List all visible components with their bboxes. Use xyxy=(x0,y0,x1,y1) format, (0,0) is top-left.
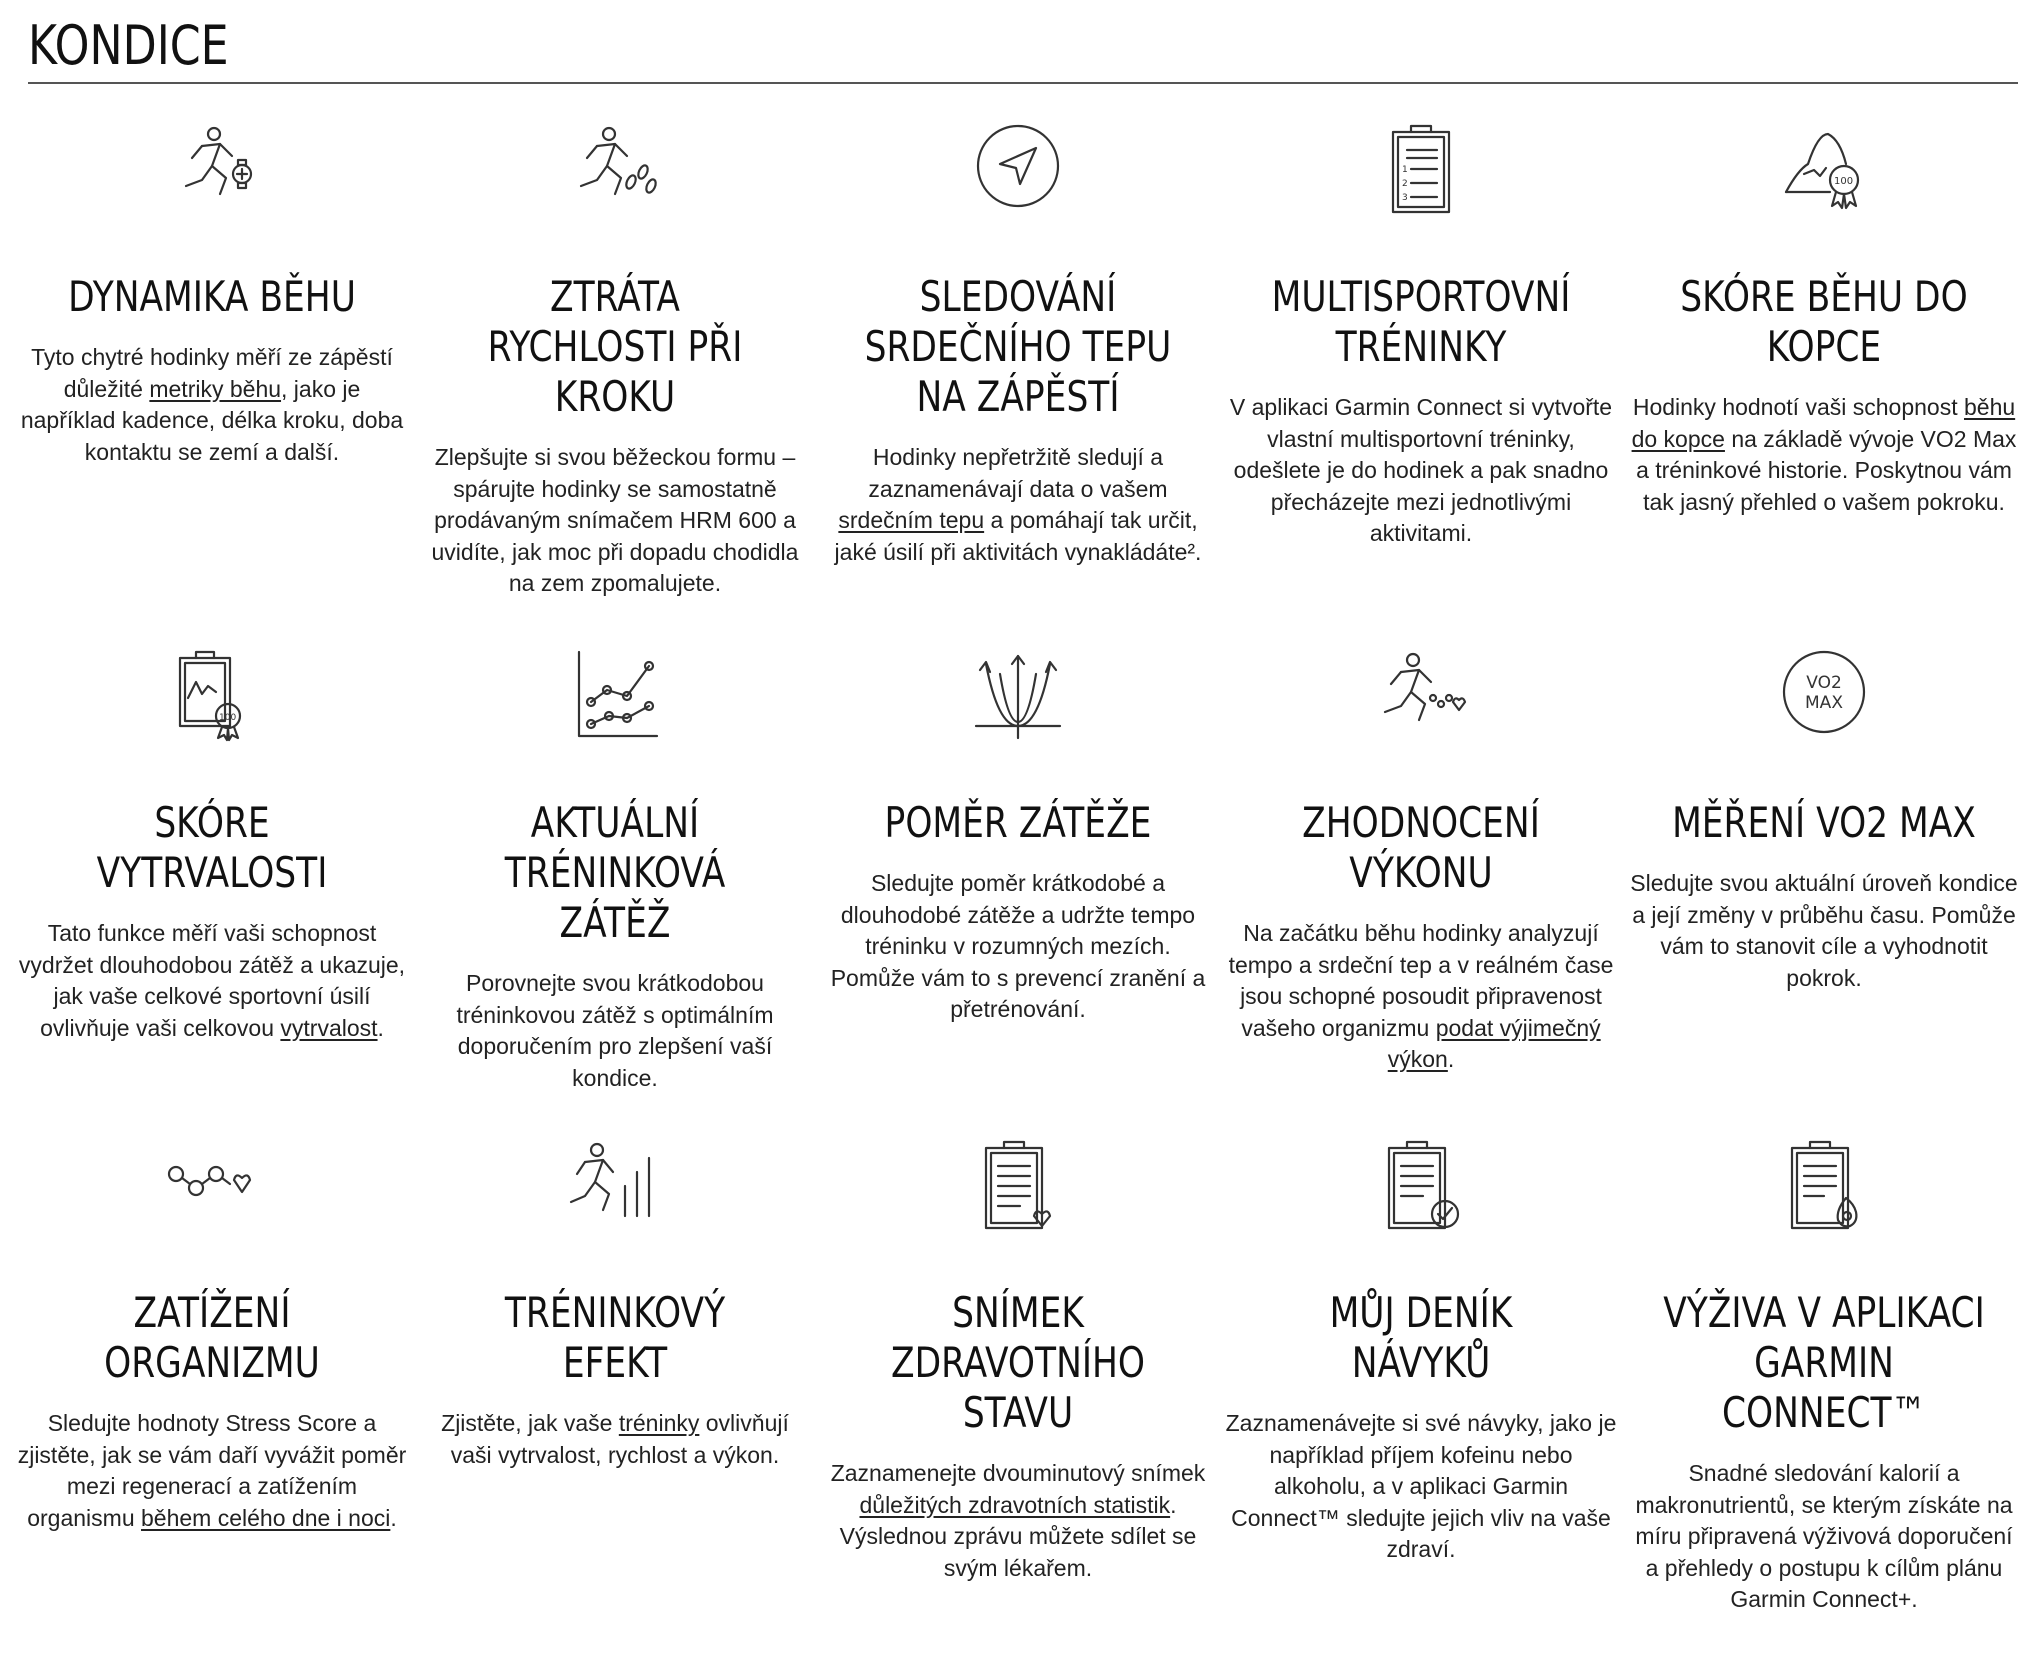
feature-description: Zaznamenejte dvouminutový snímek důležitých zdravotních statistik. Výslednou zprávu můžete sdílet se svým lékařem. xyxy=(830,1460,1206,1581)
svg-text:2: 2 xyxy=(1402,179,1408,189)
clipboard-avocado-icon xyxy=(1774,1136,1874,1236)
load-ratio-curve-icon xyxy=(968,646,1068,746)
feature-description: Zjistěte, jak vaše tréninky ovlivňují vaši vytrvalost, rychlost a výkon. xyxy=(441,1410,789,1468)
feature-card xyxy=(1626,646,2022,994)
line-chart-icon xyxy=(565,646,665,746)
feature-description: Hodinky hodnotí vaši schopnost běhu do kopce na základě vývoje VO2 Max a tréninkové historie. Poskytnou vám tak jasný přehled o vašem pokroku. xyxy=(1631,394,2017,515)
feature-description: Sledujte poměr krátkodobé a dlouhodobé zátěže a udržte tempo tréninku v rozumných mezích. Pomůže vám to s prevencí zranění a přetrénování. xyxy=(830,870,1206,1022)
feature-title: ZHODNOCENÍ VÝKONU xyxy=(1302,798,1540,897)
feature-link[interactable]: podat výjimečný výkon xyxy=(1387,1014,1601,1072)
feature-card xyxy=(14,1136,410,1534)
feature-link[interactable]: důležitých zdravotních statistik xyxy=(859,1491,1171,1518)
feature-title: MULTISPORTOVNÍ TRÉNINKY xyxy=(1271,272,1571,371)
feature-card xyxy=(14,120,410,468)
feature-card xyxy=(820,1136,1216,1584)
feature-card xyxy=(1626,120,2022,518)
mountain-badge-icon xyxy=(1774,120,1874,220)
feature-card xyxy=(1223,120,1619,550)
feature-grid xyxy=(14,120,2026,1662)
feature-title: TRÉNINKOVÝ EFEKT xyxy=(504,1288,726,1387)
runner-watch-icon xyxy=(162,120,262,220)
svg-text:100: 100 xyxy=(1834,176,1854,187)
feature-card xyxy=(1626,1136,2022,1616)
page-title: KONDICE xyxy=(28,14,229,77)
feature-title: SLEDOVÁNÍ SRDEČNÍHO TEPU NA ZÁPĚSTÍ xyxy=(864,272,1172,421)
feature-description: Sledujte svou aktuální úroveň kondice a její změny v průběhu času. Pomůže vám to stanovit cíle a vyhodnotit pokrok. xyxy=(1630,870,2018,991)
feature-link[interactable]: metriky běhu xyxy=(149,375,282,402)
feature-card xyxy=(417,120,813,600)
feature-title: VÝŽIVA V APLIKACI GARMIN CONNECT™ xyxy=(1663,1288,1985,1437)
feature-link[interactable]: vytrvalost xyxy=(280,1014,378,1041)
feature-title: SNÍMEK ZDRAVOTNÍHO STAVU xyxy=(890,1288,1146,1437)
runner-bars-icon xyxy=(565,1136,665,1236)
feature-description: Tato funkce měří vaši schopnost vydržet dlouhodobou zátěž a ukazuje, jak vaše celkové sportovní úsilí ovlivňuje vaši celkovou vytrvalost. xyxy=(18,920,406,1041)
feature-row xyxy=(14,120,2026,646)
svg-text:100: 100 xyxy=(219,713,237,723)
clipboard-check-icon xyxy=(1371,1136,1471,1236)
feature-title: SKÓRE BĚHU DO KOPCE xyxy=(1680,272,1968,371)
feature-description: Zaznamenávejte si své návyky, jako je například příjem kofeinu nebo alkoholu, a v aplikaci Garmin Connect™ sledujte jejich vliv na vaše zdraví. xyxy=(1225,1410,1617,1562)
feature-title: AKTUÁLNÍ TRÉNINKOVÁ ZÁTĚŽ xyxy=(504,798,726,947)
runner-footprints-icon xyxy=(565,120,665,220)
svg-text:VO2: VO2 xyxy=(1806,673,1842,693)
feature-link[interactable]: během celého dne i noci xyxy=(141,1504,391,1531)
feature-title: ZTRÁTA RYCHLOSTI PŘI KROKU xyxy=(487,272,743,421)
feature-description: Sledujte hodnoty Stress Score a zjistěte, jak se vám daří vyvážit poměr mezi regenerací a zatížením organismu během celého dne i noci. xyxy=(17,1410,407,1531)
feature-title: MŮJ DENÍK NÁVYKŮ xyxy=(1329,1288,1513,1387)
feature-description: Snadné sledování kalorií a makronutrientů, se kterým získáte na míru připravená výživová doporučení a přehledy o postupu k cílům plánu Garmin Connect+. xyxy=(1635,1460,2013,1612)
runner-heart-icon xyxy=(1371,646,1471,746)
feature-card xyxy=(417,1136,813,1471)
feature-title: ZATÍŽENÍ ORGANIZMU xyxy=(104,1288,320,1387)
feature-description: Porovnejte svou krátkodobou tréninkovou zátěž s optimálním doporučením pro zlepšení vaší kondice. xyxy=(456,970,774,1091)
navigation-arrow-icon xyxy=(968,120,1068,220)
feature-description: Na začátku běhu hodinky analyzují tempo a srdeční tep a v reálném čase jsou schopné posoudit připravenost vašeho organizmu podat výjimečný výkon. xyxy=(1228,920,1614,1072)
svg-text:3: 3 xyxy=(1402,193,1408,203)
clipboard-heart-icon xyxy=(968,1136,1068,1236)
feature-link[interactable]: srdečním tepu xyxy=(838,507,985,533)
feature-link[interactable]: tréninky xyxy=(618,1410,700,1436)
feature-row xyxy=(14,646,2026,1136)
feature-title: POMĚR ZÁTĚŽE xyxy=(884,798,1152,847)
feature-title: MĚŘENÍ VO2 MAX xyxy=(1672,798,1976,847)
stress-nodes-icon xyxy=(162,1136,262,1236)
feature-description: Zlepšujte si svou běžeckou formu – spárujte hodinky se samostatně prodávaným snímačem HRM 600 a uvidíte, jak moc při dopadu chodidla na zem zpomalujete. xyxy=(431,444,799,596)
page-header xyxy=(28,0,2018,84)
feature-card xyxy=(417,646,813,1094)
svg-text:MAX: MAX xyxy=(1805,693,1843,713)
svg-text:1: 1 xyxy=(1402,165,1408,175)
feature-title: SKÓRE VYTRVALOSTI xyxy=(96,798,328,897)
feature-card xyxy=(820,120,1216,568)
feature-row xyxy=(14,1136,2026,1662)
vo2max-icon xyxy=(1774,646,1874,746)
feature-title: DYNAMIKA BĚHU xyxy=(68,272,356,321)
clipboard-list-icon xyxy=(1371,120,1471,220)
feature-card xyxy=(14,646,410,1044)
feature-card xyxy=(1223,646,1619,1076)
clipboard-badge-icon xyxy=(162,646,262,746)
feature-link[interactable]: běhu do kopce xyxy=(1631,394,2016,452)
feature-description: Tyto chytré hodinky měří ze zápěstí důležité metriky běhu, jako je například kadence, délka kroku, doba kontaktu se zemí a další. xyxy=(20,344,404,465)
feature-description: V aplikaci Garmin Connect si vytvořte vlastní multisportovní tréninky, odešlete je do hodinek a pak snadno přecházejte mezi jednotlivými aktivitami. xyxy=(1229,394,1613,546)
feature-card xyxy=(1223,1136,1619,1566)
feature-card xyxy=(820,646,1216,1026)
feature-description: Hodinky nepřetržitě sledují a zaznamenávají data o vašem srdečním tepu a pomáhají tak určit, jaké úsilí při aktivitách vynakládáte². xyxy=(834,444,1202,565)
